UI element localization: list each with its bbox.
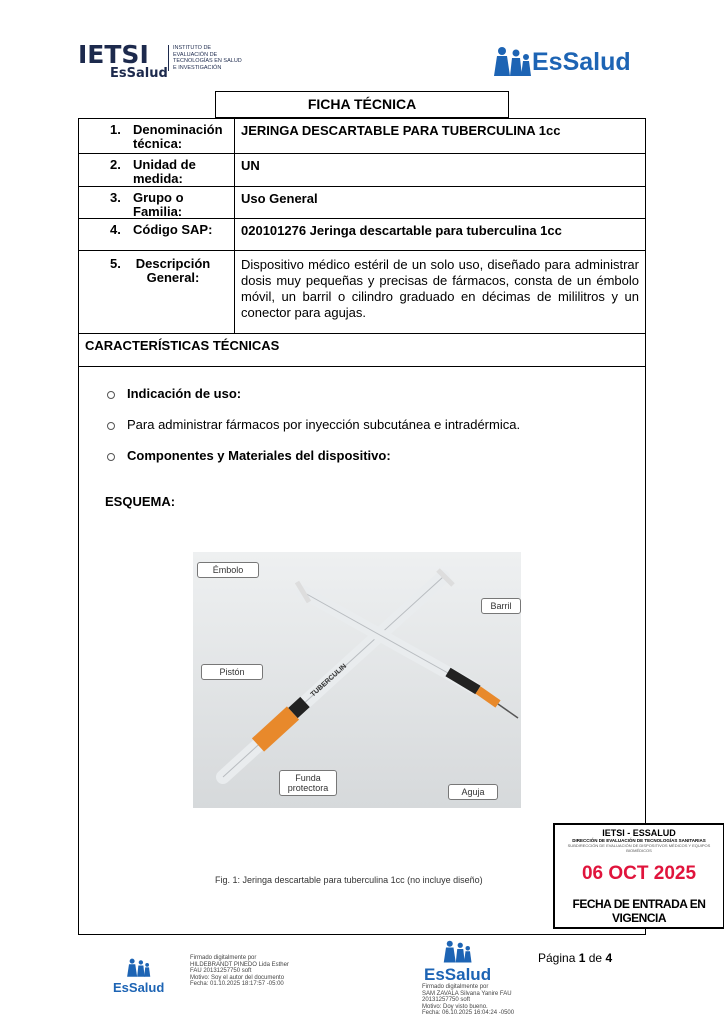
footer-logo-1: EsSalud xyxy=(113,958,164,995)
ietsi-logo: IETSI EsSalud xyxy=(78,40,168,81)
table-row: 3. Grupo o Familia: Uso General xyxy=(79,187,645,219)
table-row: 1. Denominación técnica: JERINGA DESCARTABLE PARA TUBERCULINA 1cc xyxy=(79,119,645,154)
label-funda: Funda protectora xyxy=(279,770,337,796)
label-piston: Pistón xyxy=(201,664,263,680)
footer-logo-2: EsSalud xyxy=(424,940,491,985)
table-row: 4. Código SAP: 020101276 Jeringa descartable para tuberculina 1cc xyxy=(79,219,645,251)
list-item: Componentes y Materiales del dispositivo: xyxy=(107,448,391,463)
family-icon xyxy=(494,46,532,78)
table-row: 2. Unidad de medida: UN xyxy=(79,154,645,187)
syringe-figure xyxy=(193,552,521,808)
section-header: CARACTERÍSTICAS TÉCNICAS xyxy=(79,334,645,367)
figure-caption: Fig. 1: Jeringa descartable para tuberculina 1cc (no incluye diseño) xyxy=(215,875,483,885)
essalud-logo: EsSalud xyxy=(494,46,631,78)
label-barril: Barril xyxy=(481,598,521,614)
signature-2: Firmado digitalmente por SAM ZAVALA Silvana Yanire FAU 20131257750 soft Motivo: Doy visto bueno. Fecha: 06.10.2025 16:04:24 -0500 xyxy=(422,984,515,1016)
page-title: FICHA TÉCNICA xyxy=(215,91,509,118)
ietsi-description: INSTITUTO DE EVALUACIÓN DE TECNOLOGÍAS EN SALUD E INVESTIGACIÓN xyxy=(168,45,243,71)
spec-table xyxy=(78,118,646,935)
label-embolo: Émbolo xyxy=(197,562,259,578)
list-item: Para administrar fármacos por inyección subcutánea e intradérmica. xyxy=(107,417,520,432)
family-icon xyxy=(440,940,476,964)
schema-label: ESQUEMA: xyxy=(105,494,176,509)
list-item: Indicación de uso: xyxy=(107,386,241,401)
family-icon xyxy=(124,958,154,978)
label-aguja: Aguja xyxy=(448,784,498,800)
signature-1: Firmado digitalmente por HILDEBRANDT PINEDO Lida Esther FAU 20131257750 soft Motivo: Soy el autor del documento Fecha: 01.10.2025 18:17:57 -05:00 xyxy=(190,955,289,987)
page-number: Página 1 de 4 xyxy=(538,951,613,965)
table-row: 5. Descripción General: Dispositivo médico estéril de un solo uso, diseñado para administrar dosis muy pequeñas y precisas de fármacos, consta de un émbolo móvil, un barril o cilindro graduado en décimas de mililitros y un conector para agujas. xyxy=(79,251,645,334)
validity-stamp: IETSI - ESSALUD DIRECCIÓN DE EVALUACIÓN DE TECNOLOGÍAS SANITARIAS SUBDIRECCIÓN DE EVALUACIÓN DE DISPOSITIVOS MÉDICOS Y EQUIPOS BIOMÉDICOS 06 OCT 2025 FECHA DE ENTRADA EN VIGENCIA xyxy=(553,823,724,929)
syringe-illustration xyxy=(193,552,521,808)
syringe-print: TUBERCULIN xyxy=(309,662,349,699)
